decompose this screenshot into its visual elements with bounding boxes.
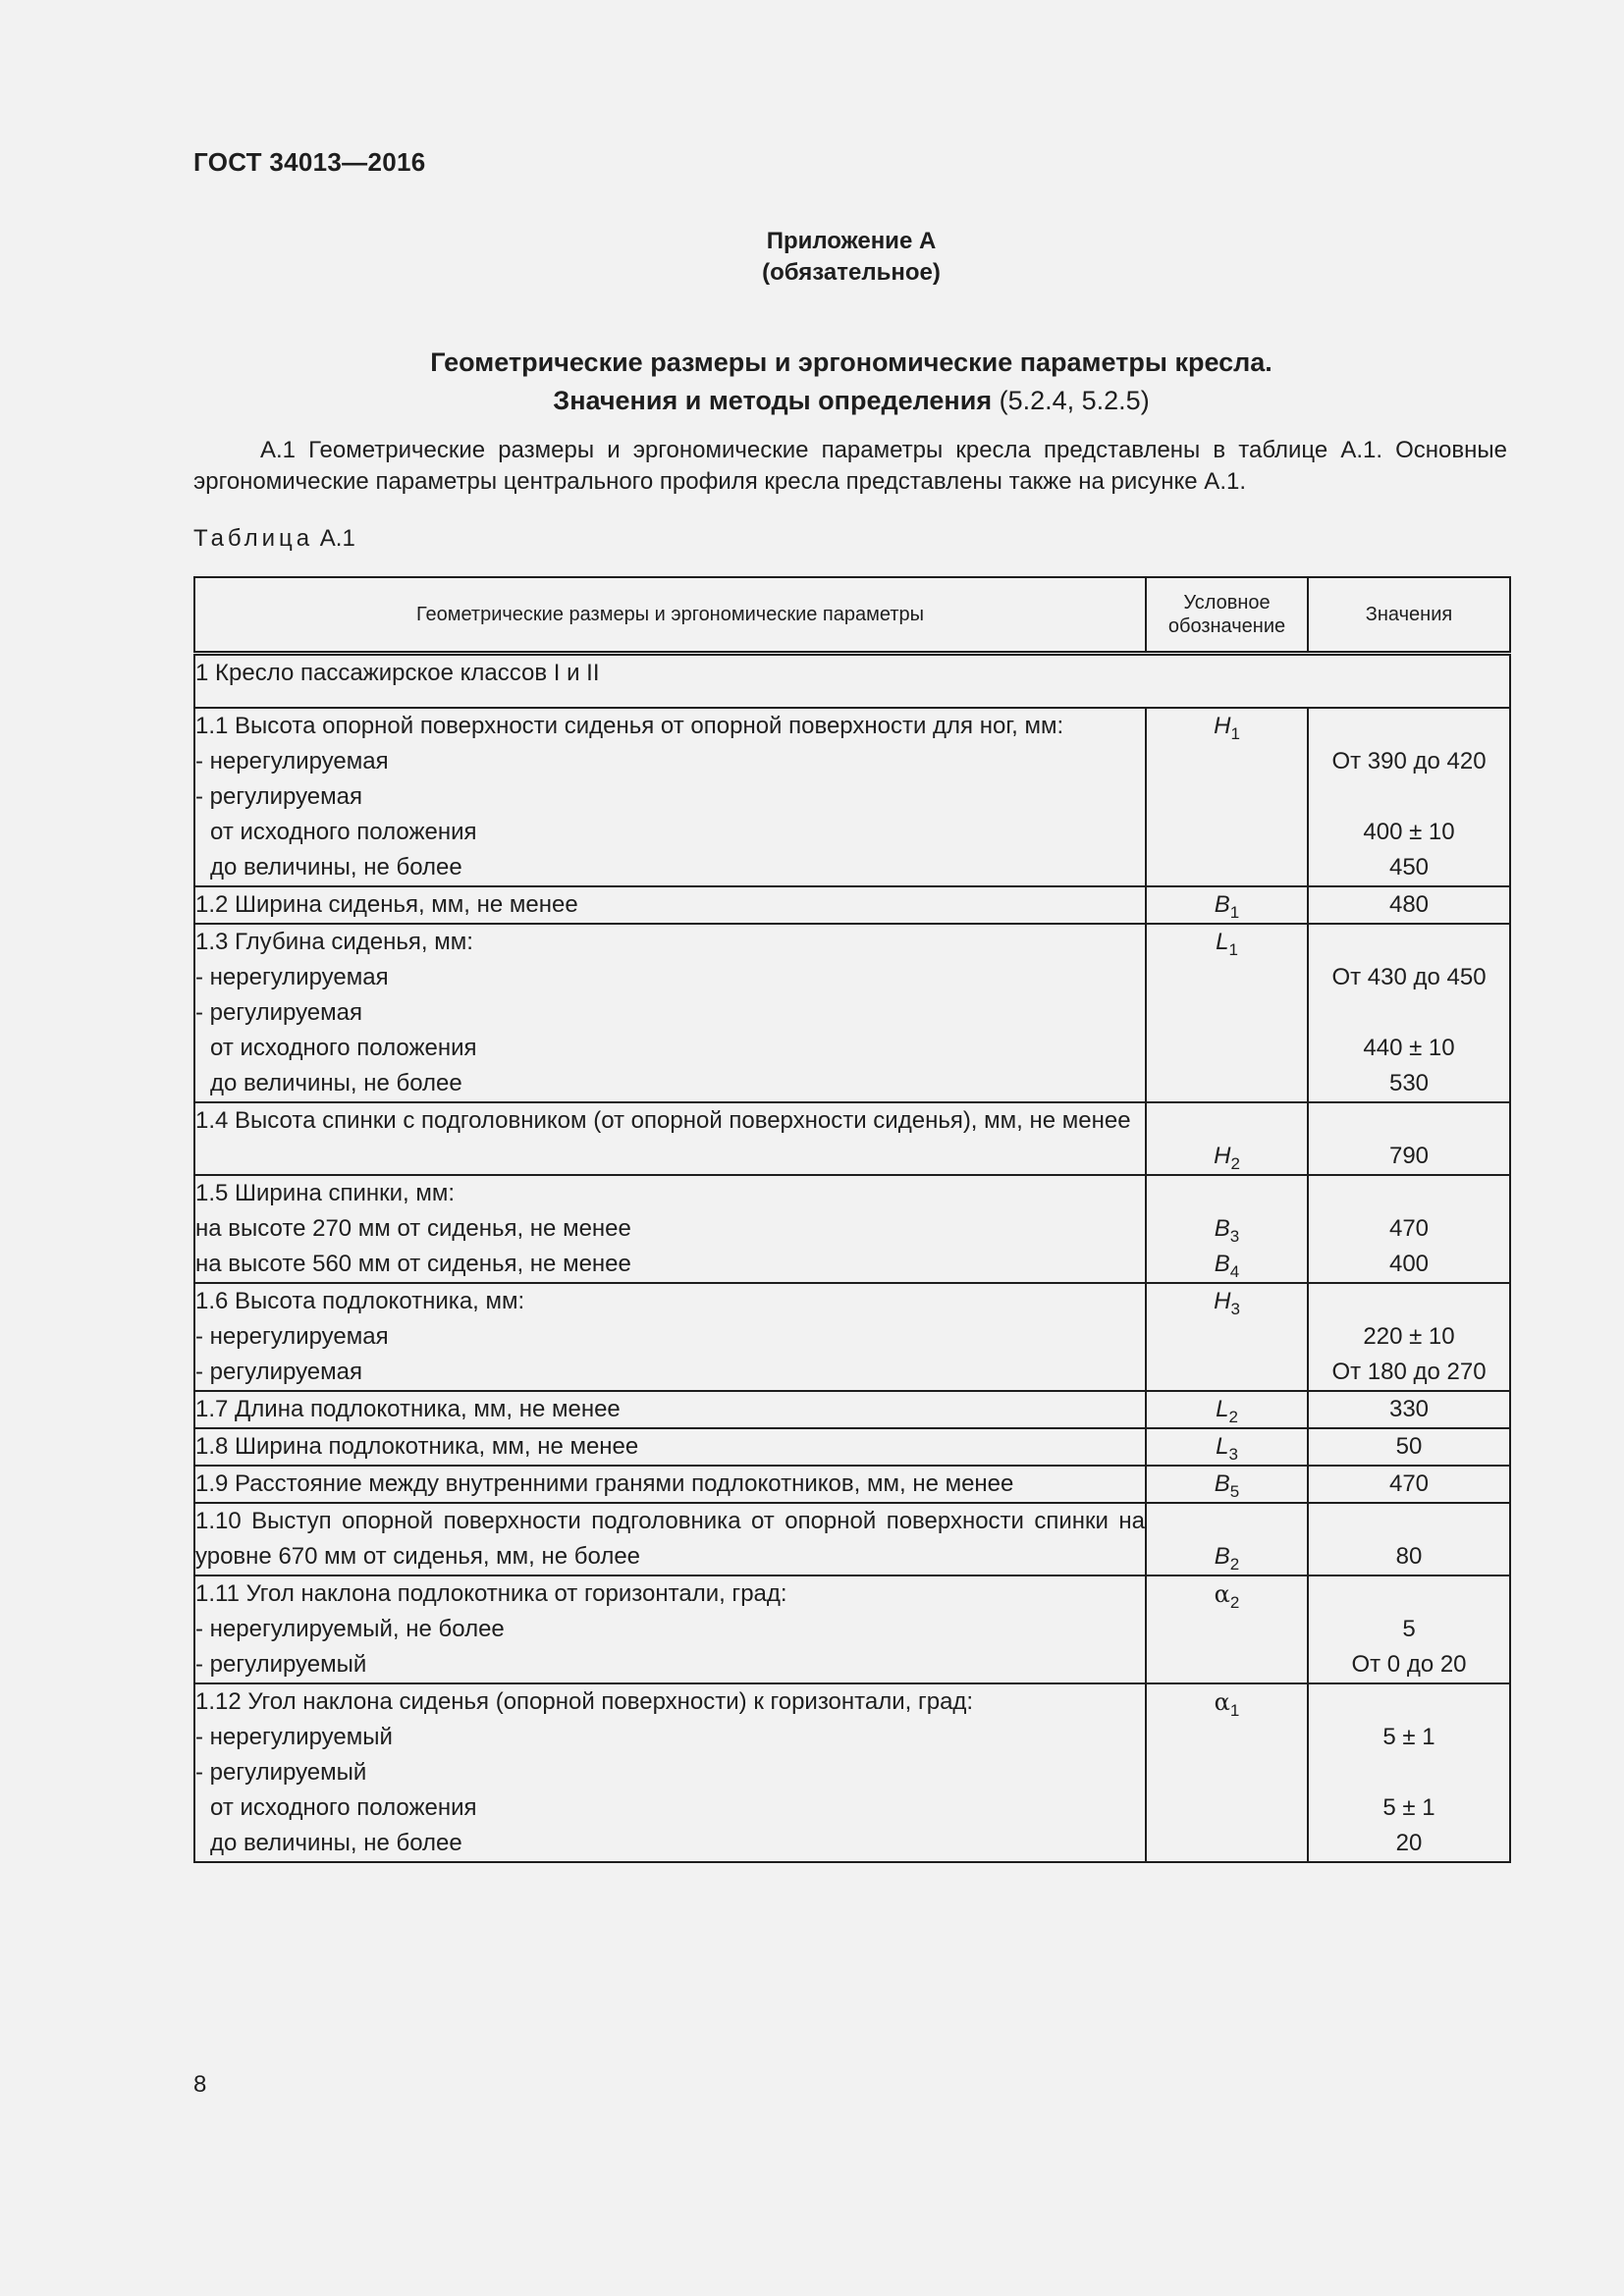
value: [1309, 1684, 1509, 1720]
section-title: 1 Кресло пассажирское классов I и II: [194, 654, 1510, 709]
document-code: ГОСТ 34013—2016: [193, 147, 426, 177]
value: 50: [1395, 1433, 1423, 1460]
value-cell: [1308, 886, 1510, 924]
param-line: 1.3 Глубина сиденья, мм:: [195, 929, 473, 955]
table-row: [194, 1503, 1510, 1575]
value: 470: [1388, 1470, 1430, 1497]
param-line: 1.5 Ширина спинки, мм:: [195, 1180, 456, 1206]
symbol-cell: [1146, 1175, 1308, 1283]
param-cell: [194, 1466, 1146, 1503]
value: 220 ± 10: [1363, 1323, 1455, 1350]
param-line: - нерегулируемый, не более: [195, 1616, 505, 1642]
value-cell: [1308, 1503, 1510, 1575]
table-header-row: [194, 577, 1510, 654]
param-cell: [194, 1283, 1146, 1391]
value: От 430 до 450: [1331, 964, 1487, 990]
value: [1309, 709, 1509, 744]
table-row: [194, 708, 1510, 886]
param-line: 1.8 Ширина подлокотника, мм, не менее: [195, 1433, 639, 1460]
value: [1309, 1755, 1509, 1790]
symbol: $\alpha_2$: [1214, 1580, 1240, 1612]
param-line: до величины, не более: [210, 1070, 462, 1096]
value: 470: [1388, 1215, 1430, 1242]
symbol-cell: [1146, 1503, 1308, 1575]
table-row: [194, 1391, 1510, 1428]
symbol: $H_2$: [1214, 1143, 1240, 1173]
param-line: - регулируемая: [195, 783, 362, 810]
value: [1309, 1284, 1509, 1319]
value: [1309, 779, 1509, 815]
symbol-cell: [1146, 924, 1308, 1102]
param-line: 1.2 Ширина сиденья, мм, не менее: [195, 891, 578, 918]
value-cell: [1308, 924, 1510, 1102]
value: От 390 до 420: [1331, 748, 1487, 774]
value: 5 ± 1: [1382, 1724, 1435, 1750]
value: [1309, 1176, 1509, 1211]
symbol-cell: [1146, 1428, 1308, 1466]
symbol-cell: [1146, 1575, 1308, 1683]
param-line: до величины, не более: [210, 854, 462, 881]
param-line: от исходного положения: [210, 1794, 477, 1821]
param-line: 1.12 Угол наклона сиденья (опорной поверхности) к горизонтали, град:: [195, 1688, 974, 1715]
symbol: $B_5$: [1214, 1470, 1240, 1501]
value-cell: [1308, 1428, 1510, 1466]
value: 5 ± 1: [1382, 1794, 1435, 1821]
appendix-status: (обязательное): [762, 259, 941, 286]
param-cell: [194, 924, 1146, 1102]
param-line: на высоте 560 мм от сиденья, не менее: [195, 1251, 631, 1277]
value-cell: [1308, 1575, 1510, 1683]
value: 80: [1395, 1543, 1423, 1570]
value: [1309, 1576, 1509, 1612]
value: 330: [1388, 1396, 1430, 1422]
appendix-title: Приложение А: [766, 228, 937, 254]
table-body: [194, 708, 1510, 1862]
symbol: $B_3$: [1214, 1215, 1240, 1246]
param-line: 1.1 Высота опорной поверхности сиденья от опорной поверхности для ног, мм:: [195, 713, 1064, 739]
symbol: $B_2$: [1214, 1543, 1240, 1574]
table-row: [194, 1283, 1510, 1391]
intro-paragraph: А.1 Геометрические размеры и эргономические параметры кресла представлены в таблице А.1. Основные эргономические параметры центрального профиля кресла представлены также на рисунке А.1.: [193, 437, 1507, 495]
page-number: 8: [193, 2071, 207, 2098]
table-row: [194, 886, 1510, 924]
param-cell: [194, 1575, 1146, 1683]
param-line: 1.6 Высота подлокотника, мм:: [195, 1288, 525, 1314]
param-line: - нерегулируемая: [195, 1323, 389, 1350]
section-heading: [0, 344, 1624, 420]
value: 450: [1388, 854, 1430, 881]
symbol-cell: [1146, 1283, 1308, 1391]
value: [1309, 995, 1509, 1031]
param-cell: [194, 1175, 1146, 1283]
value: 5: [1402, 1616, 1416, 1642]
appendix-heading: [0, 226, 1624, 289]
value-cell: [1308, 1283, 1510, 1391]
param-line: - нерегулируемая: [195, 748, 389, 774]
value: 20: [1395, 1830, 1423, 1856]
value-cell: [1308, 708, 1510, 886]
heading-reference: (5.2.4, 5.2.5): [992, 386, 1150, 415]
table-caption-word: Таблица: [193, 525, 314, 552]
param-line: 1.11 Угол наклона подлокотника от горизонтали, град:: [195, 1580, 787, 1607]
table-row: [194, 1683, 1510, 1862]
param-line: на высоте 270 мм от сиденья, не менее: [195, 1215, 631, 1242]
header-param: Геометрические размеры и эргономические параметры: [194, 577, 1146, 654]
symbol-cell: [1146, 708, 1308, 886]
symbol: $B_1$: [1214, 891, 1240, 922]
symbol: $\alpha_1$: [1214, 1688, 1240, 1720]
param-line: - регулируемая: [195, 999, 362, 1026]
heading-line-1: Геометрические размеры и эргономические параметры кресла.: [430, 347, 1272, 377]
value: 400: [1388, 1251, 1430, 1277]
symbol-cell: [1146, 1391, 1308, 1428]
value: От 0 до 20: [1351, 1651, 1467, 1678]
param-line: - регулируемый: [195, 1651, 367, 1678]
value-cell: [1308, 1102, 1510, 1175]
heading-line-2: Значения и методы определения: [553, 386, 993, 415]
param-line: 1.4 Высота спинки с подголовником (от опорной поверхности сиденья), мм, не менее: [195, 1107, 1131, 1134]
header-value: Значения: [1308, 577, 1510, 654]
value: [1309, 925, 1509, 960]
symbol-cell: [1146, 1102, 1308, 1175]
symbol: $L_3$: [1216, 1433, 1238, 1464]
param-cell: [194, 1102, 1146, 1175]
symbol-cell: [1146, 1683, 1308, 1862]
param-line: до величины, не более: [210, 1830, 462, 1856]
section-row: [194, 654, 1510, 709]
param-line: - регулируемая: [195, 1359, 362, 1385]
table-row: [194, 1102, 1510, 1175]
param-line: 1.10 Выступ опорной поверхности подголовника от опорной поверхности спинки на уровне 670 мм от сиденья, мм, не более: [195, 1508, 1145, 1570]
param-line: - нерегулируемый: [195, 1724, 393, 1750]
param-line: - регулируемый: [195, 1759, 367, 1786]
value-cell: [1308, 1466, 1510, 1503]
param-line: 1.7 Длина подлокотника, мм, не менее: [195, 1396, 621, 1422]
param-cell: [194, 1428, 1146, 1466]
value: 480: [1388, 891, 1430, 918]
table-caption: [193, 525, 355, 553]
param-cell: [194, 1391, 1146, 1428]
param-cell: [194, 1683, 1146, 1862]
table-row: [194, 1175, 1510, 1283]
param-cell: [194, 1503, 1146, 1575]
table-caption-id: А.1: [313, 525, 355, 552]
param-line: от исходного положения: [210, 1035, 477, 1061]
value-cell: [1308, 1175, 1510, 1283]
value-cell: [1308, 1391, 1510, 1428]
table-row: [194, 1428, 1510, 1466]
value: 790: [1388, 1143, 1430, 1169]
symbol: $L_1$: [1216, 929, 1238, 959]
param-line: - нерегулируемая: [195, 964, 389, 990]
symbol: $H_1$: [1214, 713, 1240, 743]
symbol-cell: [1146, 1466, 1308, 1503]
value-cell: [1308, 1683, 1510, 1862]
symbol: $H_3$: [1214, 1288, 1240, 1318]
param-cell: [194, 708, 1146, 886]
table-row: [194, 924, 1510, 1102]
symbol-cell: [1146, 886, 1308, 924]
symbol: $B_4$: [1214, 1251, 1240, 1281]
value: 400 ± 10: [1363, 819, 1455, 845]
table-row: [194, 1575, 1510, 1683]
parameters-table: [193, 576, 1511, 1863]
table-row: [194, 1466, 1510, 1503]
symbol: $L_2$: [1216, 1396, 1238, 1426]
param-line: 1.9 Расстояние между внутренними гранями подлокотников, мм, не менее: [195, 1470, 1014, 1497]
value: 530: [1388, 1070, 1430, 1096]
header-symbol: Условное обозначение: [1146, 577, 1308, 654]
param-cell: [194, 886, 1146, 924]
value: 440 ± 10: [1363, 1035, 1455, 1061]
value: От 180 до 270: [1331, 1359, 1487, 1385]
param-line: от исходного положения: [210, 819, 477, 845]
